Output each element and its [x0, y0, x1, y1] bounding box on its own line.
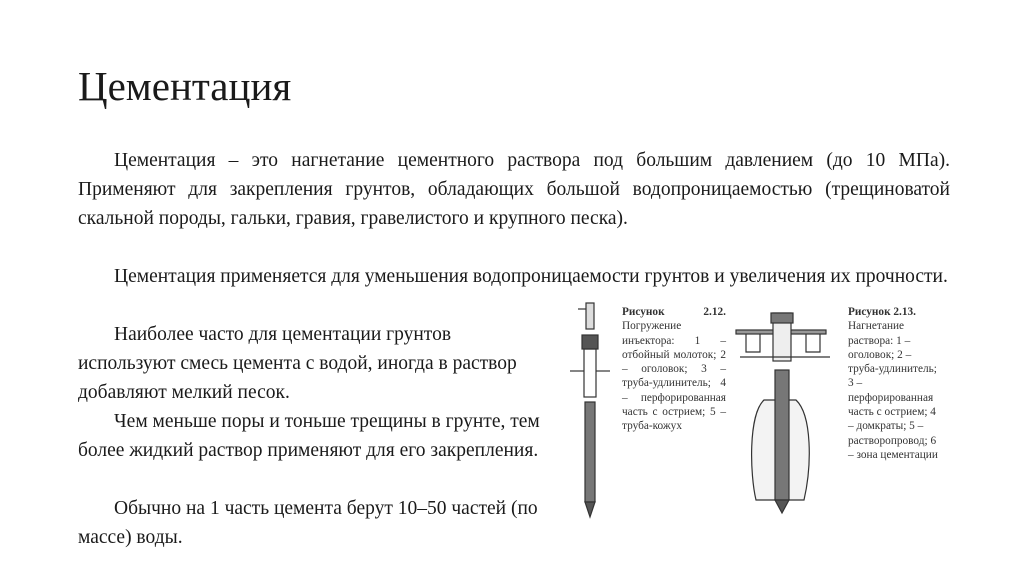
- figure-2-12-text: Погружение инъектора: 1 – отбойный молоток; 2 – оголовок; 3 – труба-удлинитель; 4 – перфорированная часть с острием; 5 – труба-кожух: [622, 320, 726, 433]
- figure-2-13-text: Нагнетание раствора: 1 – оголовок; 2 – труба-удлинитель; 3 – перфорированная часть с острием; 4 – домкраты; 5 – растворопровод; 6 – зона цементации: [848, 320, 938, 461]
- paragraph-ratio: Обычно на 1 часть цемента берут 10–50 частей (по массе) воды.: [78, 498, 538, 548]
- figure-injector-diagrams: [560, 295, 960, 545]
- paragraph-definition: Цементация – это нагнетание цементного раствора под большим давлением (до 10 МПа). Применяют для закрепления грунтов, обладающих большой водопроницаемостью (трещиноватой скальной породы, гальки, гравия, гравелистого и крупного песка).: [78, 150, 950, 229]
- paragraph-purpose: Цементация применяется для уменьшения водопроницаемости грунтов и увеличения их прочности.: [114, 266, 948, 287]
- paragraph-mixture: Наиболее часто для цементации грунтов используют смесь цемента с водой, иногда в раствор добавляют мелкий песок.: [78, 324, 517, 403]
- slide-title: Цементация: [78, 63, 292, 109]
- figure-2-13-caption: [848, 305, 940, 462]
- figure-2-12-label: Рисунок 2.12.: [622, 306, 726, 318]
- paragraph-pores: Чем меньше поры и тоньше трещины в грунте, тем более жидкий раствор применяют для его закрепления.: [78, 411, 540, 461]
- figure-2-13-label: Рисунок 2.13.: [848, 306, 917, 318]
- figure-2-12-caption: [622, 305, 726, 434]
